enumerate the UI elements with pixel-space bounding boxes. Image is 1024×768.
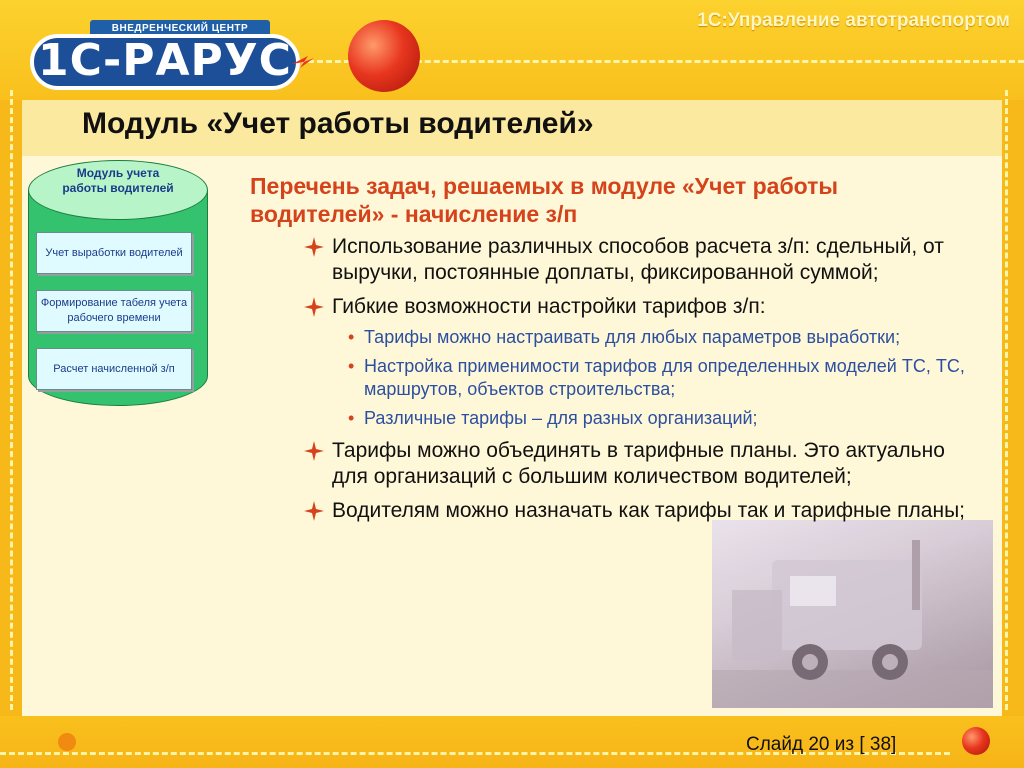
- sublist-item: [346, 326, 970, 349]
- sublist-item-text: Различные тарифы – для разных организаций;: [364, 408, 758, 428]
- sublist-item-text: Тарифы можно настраивать для любых параметров выработки;: [364, 327, 901, 347]
- cylinder-box-timesheet: Формирование табеля учета рабочего времени: [36, 290, 192, 332]
- list-item-text: Использование различных способов расчета з/п: сдельный, от выручки, постоянные доплаты, фиксированной суммой;: [332, 235, 944, 284]
- diamond-bullet-icon: [304, 297, 324, 317]
- list-item: [300, 294, 970, 430]
- dot-bullet-icon: •: [348, 327, 355, 347]
- red-ball-icon: [348, 20, 420, 92]
- sublist-item-text: Настройка применимости тарифов для определенных моделей ТС, ТС, маршрутов, объектов строительства;: [364, 356, 965, 399]
- slide-title: Модуль «Учет работы водителей»: [82, 107, 594, 140]
- truck-icon: [712, 520, 993, 708]
- content-area: [250, 172, 970, 532]
- diamond-bullet-icon: [304, 441, 324, 461]
- diamond-bullet-icon: [304, 501, 324, 521]
- logo-badge: ВНЕДРЕНЧЕСКИЙ ЦЕНТР: [90, 20, 270, 38]
- logo-text: 1С-РАРУС: [30, 34, 300, 90]
- swoosh-icon: [292, 54, 314, 68]
- cylinder-box-output: Учет выработки водителей: [36, 232, 192, 274]
- brand-title: 1С:Управление автотранспортом: [697, 10, 1010, 31]
- slide-number: Слайд 20 из [ 38]: [746, 734, 897, 755]
- left-border: [10, 90, 13, 710]
- red-ball-icon: [962, 727, 990, 755]
- dot-bullet-icon: •: [348, 408, 355, 428]
- truck-photo: [712, 520, 993, 708]
- right-border: [1005, 90, 1008, 710]
- list-item-text: Тарифы можно объединять в тарифные планы. Это актуально для организаций с большим количеством водителей;: [332, 439, 945, 488]
- module-cylinder: [28, 160, 208, 406]
- logo: [30, 20, 300, 90]
- list-item-text: Водителям можно назначать как тарифы так и тарифные планы;: [332, 499, 966, 522]
- list-item: [300, 438, 970, 490]
- sublist-item: [346, 407, 970, 430]
- orange-dot-icon: [58, 733, 76, 751]
- sublist-item: [346, 355, 970, 401]
- cylinder-box-salary: Расчет начисленной з/п: [36, 348, 192, 390]
- dot-bullet-icon: •: [348, 356, 355, 376]
- task-list: [300, 234, 970, 524]
- diamond-bullet-icon: [304, 237, 324, 257]
- list-item-text: Гибкие возможности настройки тарифов з/п:: [332, 295, 766, 318]
- list-item: [300, 234, 970, 286]
- cylinder-label: Модуль учета работы водителей: [62, 166, 174, 195]
- list-item: [300, 498, 970, 524]
- subheading: Перечень задач, решаемых в модуле «Учет работы водителей» - начисление з/п: [250, 173, 839, 227]
- tariff-sublist: [346, 326, 970, 430]
